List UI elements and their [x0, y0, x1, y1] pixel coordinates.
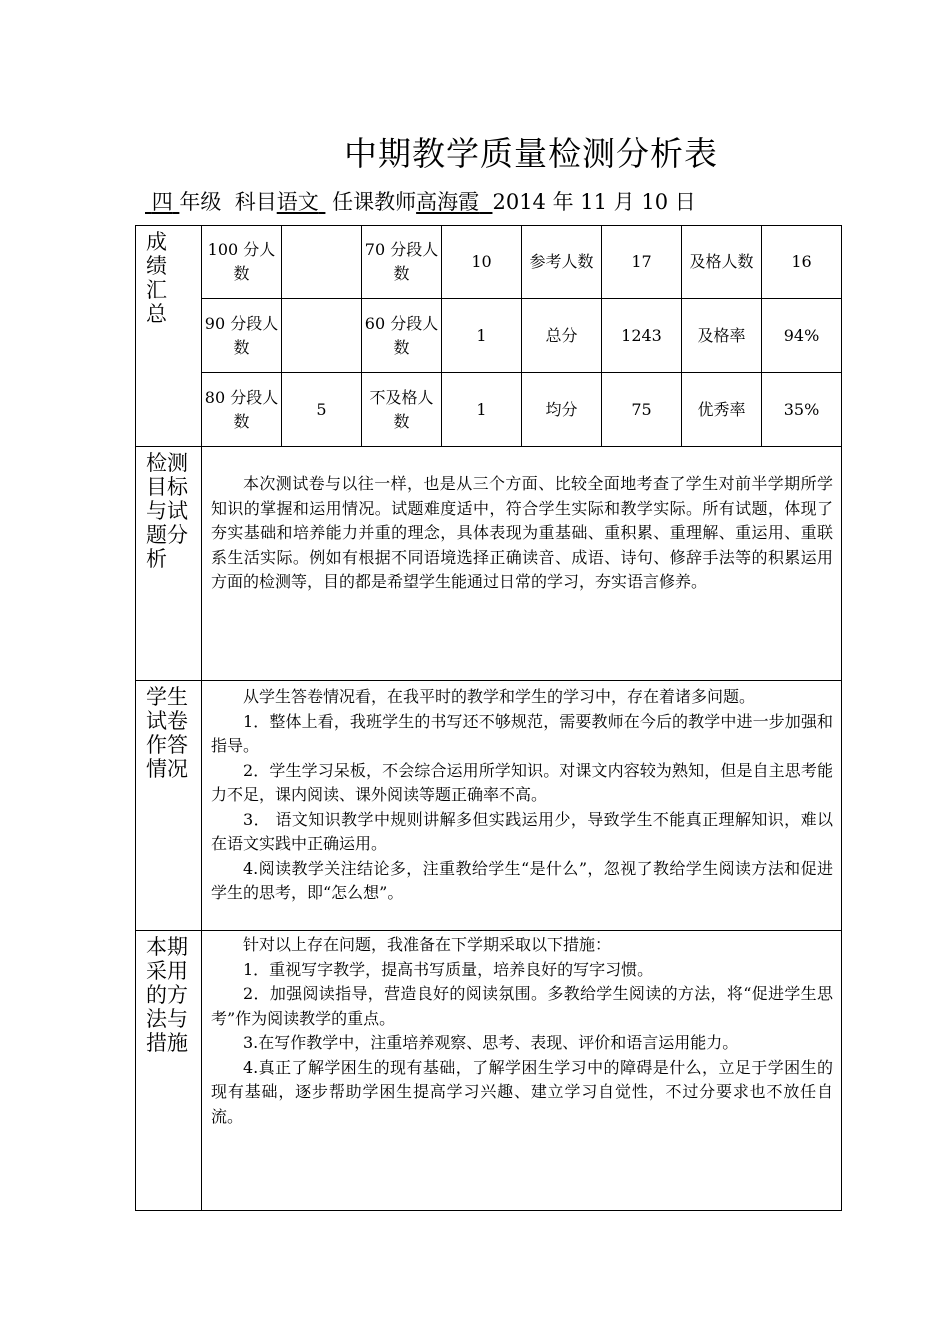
- header-line: [145, 186, 696, 216]
- score-cell: 参考人数: [522, 226, 602, 299]
- methods-label: 本期采用的方法与措施: [136, 931, 202, 1211]
- score-cell: [282, 299, 362, 373]
- methods-paragraph: 3.在写作教学中，注重培养观察、思考、表现、评价和语言运用能力。: [243, 1033, 739, 1052]
- score-cell: 5: [282, 373, 362, 447]
- student-paragraph: 1．整体上看，我班学生的书写还不够规范，需要教师在今后的教学中进一步加强和指导。: [211, 711, 833, 755]
- score-cell: 及格率: [682, 299, 762, 373]
- methods-paragraph: 1．重视写字教学，提高书写质量，培养良好的写字习惯。: [243, 959, 654, 979]
- score-row: [136, 226, 842, 299]
- score-cell: 优秀率: [682, 373, 762, 447]
- score-cell: 70 分段人数: [362, 226, 442, 299]
- student-paragraph: 2．学生学习呆板，不会综合运用所学知识。对课文内容较为熟知，但是自主思考能力不足，课内阅读、课外阅读等题正确率不高。: [211, 760, 833, 804]
- scores-section-label: 成绩汇总: [136, 226, 202, 447]
- score-row: [136, 373, 842, 447]
- analysis-paragraph: 本次测试卷与以往一样，也是从三个方面、比较全面地考查了学生对前半学期所学知识的掌握和运用情况。试题难度适中，符合学生实际和教学实际。所有试题，体现了夯实基础和培养能力并重的理念，具体表现为重基础、重积累、重理解、重运用、重联系生活实际。例如有根据不同语境选择正确读音、成语、诗句、修辞手法等的积累运用方面的检测等，目的都是希望学生能通过日常的学习，夯实语言修养。: [211, 474, 833, 591]
- page-title: 中期教学质量检测分析表: [344, 134, 718, 173]
- grade-suffix: 年级: [179, 190, 222, 214]
- score-cell: 10: [442, 226, 522, 299]
- teacher-value: 高海霞: [416, 190, 480, 214]
- score-cell: 总分: [522, 299, 602, 373]
- methods-paragraph: 4.真正了解学困生的现有基础，了解学困生学习中的障碍是什么，立足于学困生的现有基础，逐步帮助学困生提高学习兴趣、建立学习自觉性，不过分要求也不放任自流。: [211, 1057, 833, 1126]
- methods-text: [202, 931, 842, 1211]
- teacher-label: 任课教师: [332, 190, 417, 214]
- score-cell: 94%: [762, 299, 842, 373]
- analysis-row: [136, 447, 842, 681]
- analysis-label: 检测目标与试题分析: [136, 447, 202, 681]
- score-cell: 90 分段人数: [202, 299, 282, 373]
- score-cell: 16: [762, 226, 842, 299]
- analysis-text: [202, 447, 842, 681]
- score-cell: 75: [602, 373, 682, 447]
- methods-row: [136, 931, 842, 1211]
- methods-paragraph: 2．加强阅读指导，营造良好的阅读氛围。多教给学生阅读的方法，将“促进学生思考”作为阅读教学的重点。: [211, 984, 833, 1028]
- score-cell: 35%: [762, 373, 842, 447]
- score-cell: [282, 226, 362, 299]
- student-text: [202, 681, 842, 931]
- score-cell: 17: [602, 226, 682, 299]
- methods-paragraph: 针对以上存在问题，我准备在下学期采取以下措施：: [243, 935, 612, 954]
- subject-value: 语文: [276, 190, 319, 214]
- score-cell: 1: [442, 373, 522, 447]
- score-cell: 60 分段人数: [362, 299, 442, 373]
- subject-label: 科目: [234, 190, 277, 214]
- date: 2014 年 11 月 10 日: [492, 190, 696, 214]
- score-cell: 均分: [522, 373, 602, 447]
- student-row: [136, 681, 842, 931]
- analysis-table: [135, 225, 842, 1211]
- grade-value: 四: [151, 190, 173, 214]
- score-cell: 1: [442, 299, 522, 373]
- score-cell: 1243: [602, 299, 682, 373]
- student-paragraph: 3． 语文知识教学中规则讲解多但实践运用少，导致学生不能真正理解知识，难以在语文实践中正确运用。: [211, 809, 833, 853]
- score-cell: 80 分段人数: [202, 373, 282, 447]
- score-cell: 及格人数: [682, 226, 762, 299]
- student-paragraph: 从学生答卷情况看，在我平时的教学和学生的学习中，存在着诸多问题。: [243, 687, 756, 706]
- score-cell: 100 分人数: [202, 226, 282, 299]
- student-label: 学生试卷作答情况: [136, 681, 202, 931]
- score-row: [136, 299, 842, 373]
- student-paragraph: 4.阅读教学关注结论多，注重教给学生“是什么”，忽视了教给学生阅读方法和促进学生的思考，即“怎么想”。: [211, 858, 833, 902]
- score-cell: 不及格人数: [362, 373, 442, 447]
